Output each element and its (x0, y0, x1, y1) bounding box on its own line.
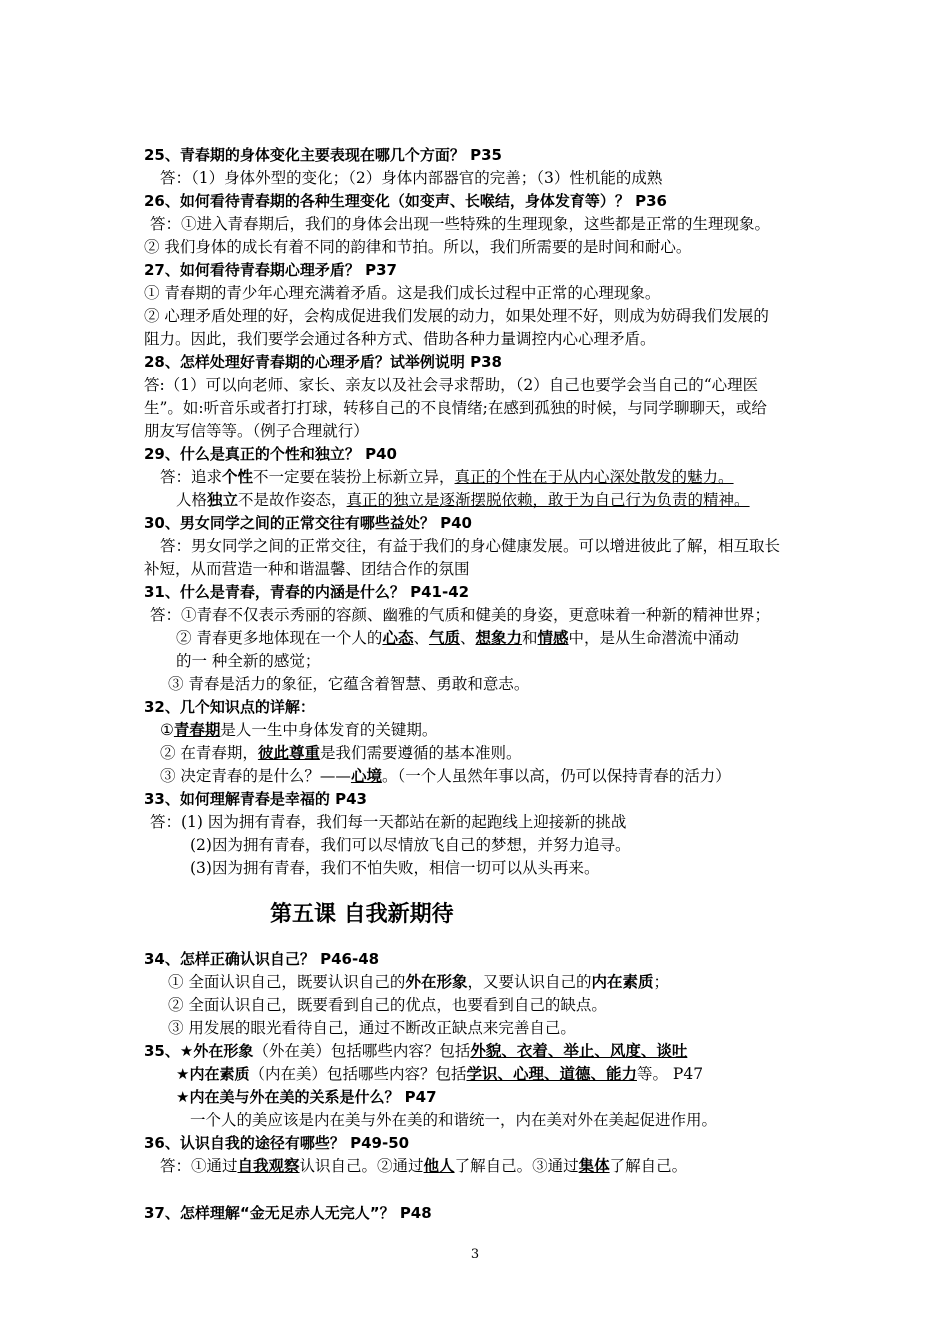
keyword-state-of-mind: 心境 (350, 766, 382, 785)
question-33: 33、如何理解青春是幸福的 P43 (144, 790, 367, 808)
keyword-collective: 集体 (578, 1156, 610, 1175)
answer-34-line1: ① 全面认识自己，既要认识自己的外在形象，又要认识自己的内在素质； (168, 972, 669, 991)
question-29: 29、什么是真正的个性和独立？ P40 (144, 445, 397, 463)
answer-34-line3: ③ 用发展的眼光看待自己，通过不断改正缺点来完善自己。 (168, 1019, 576, 1037)
question-26: 26、如何看待青春期的各种生理变化（如变声、长喉结，身体发育等）？ P36 (144, 192, 667, 210)
question-35-line3: ★内在美与外在美的关系是什么？ P47 (176, 1088, 437, 1106)
answer-34-line2: ② 全面认识自己，既要看到自己的优点，也要看到自己的缺点。 (168, 996, 607, 1014)
answer-30-line2: 补短，从而营造一种和谐温馨、团结合作的氛围 (144, 560, 470, 578)
keyword-temperament: 气质 (428, 628, 460, 647)
question-34: 34、怎样正确认识自己？ P46-48 (144, 950, 380, 968)
answer-28-line1: 答:（1）可以向老师、家长、亲友以及社会寻求帮助，（2）自己也要学会当自己的“心理医 (144, 376, 759, 394)
page-number: 3 (470, 1247, 480, 1262)
lesson-title: 第五课 自我新期待 (270, 902, 454, 927)
answer-27-line1: ① 青春期的青少年心理充满着矛盾。这是我们成长过程中正常的心理现象。 (144, 284, 661, 302)
question-28: 28、怎样处理好青春期的心理矛盾？试举例说明 P38 (144, 353, 502, 371)
keyword-emotion: 情感 (537, 628, 569, 647)
keyword-others: 他人 (423, 1156, 455, 1175)
keyword-mutual-respect: 彼此尊重 (257, 743, 320, 762)
question-36: 36、认识自我的途径有哪些？ P49-50 (144, 1134, 410, 1152)
underlined-phrase: 真正的个性在于从内心深处散发的魅力。 (454, 468, 734, 486)
keyword-independence: 独立 (207, 490, 239, 509)
answer-33-line3: (3)因为拥有青春，我们不怕失败，相信一切可以从头再来。 (190, 859, 600, 877)
question-27: 27、如何看待青春期心理矛盾？ P37 (144, 261, 397, 279)
question-32: 32、几个知识点的详解： (144, 698, 315, 716)
answer-31-line1: 答：①青春不仅表示秀丽的容颜、幽雅的气质和健美的身姿，更意味着一种新的精神世界； (150, 606, 771, 624)
question-25: 25、青春期的身体变化主要表现在哪几个方面？ P35 (144, 146, 502, 164)
question-35-line1: 35、★外在形象（外在美）包括哪些内容？包括外貌、衣着、举止、风度、谈吐 (144, 1041, 688, 1060)
point-32-3: ③ 决定青春的是什么？——心境。（一个人虽然年事以高，仍可以保持青春的活力） (160, 766, 731, 785)
answer-33-line2: (2)因为拥有青春，我们可以尽情放飞自己的梦想，并努力追寻。 (190, 836, 631, 854)
point-32-2: ② 在青春期，彼此尊重是我们需要遵循的基本准则。 (160, 743, 522, 762)
question-30: 30、男女同学之间的正常交往有哪些益处？ P40 (144, 514, 472, 532)
answer-26-line2: ② 我们身体的成长有着不同的韵律和节拍。所以，我们所需要的是时间和耐心。 (144, 238, 692, 256)
point-32-1: ①青春期是人一生中身体发育的关键期。 (160, 720, 438, 739)
keyword-mindset: 心态 (382, 628, 414, 647)
answer-31-line3: 的一 种全新的感觉； (176, 652, 321, 670)
answer-25: 答：（1）身体外型的变化；（2）身体内部器官的完善；（3）性机能的成熟 (160, 169, 663, 187)
answer-33-line1: 答：(1) 因为拥有青春，我们每一天都站在新的起跑线上迎接新的挑战 (150, 813, 627, 831)
answer-35: 一个人的美应该是内在美与外在美的和谐统一，内在美对外在美起促进作用。 (190, 1111, 718, 1129)
keyword-external-items: 外貌、衣着、举止、风度、谈吐 (470, 1041, 688, 1060)
answer-29-line2: 人格独立不是故作姿态，真正的独立是逐渐摆脱依赖，敢于为自己行为负责的精神。 (176, 490, 750, 509)
keyword-external-image: 外在形象 (405, 972, 468, 991)
answer-31-line2: ② 青春更多地体现在一个人的心态、气质、想象力和情感中，是从生命潜流中涌动 (176, 628, 740, 647)
keyword-adolescence: 青春期 (173, 720, 221, 739)
answer-36: 答：①通过自我观察认识自己。②通过他人了解自己。③通过集体了解自己。 (160, 1156, 688, 1175)
answer-30-line1: 答：男女同学之间的正常交往，有益于我们的身心健康发展。可以增进彼此了解，相互取长 (160, 537, 781, 555)
question-35-line2: ★内在素质（内在美）包括哪些内容？包括学识、心理、道德、能力等。 P47 (176, 1064, 704, 1083)
keyword-internal-quality: 内在素质 (591, 972, 654, 991)
answer-27-line2: ② 心理矛盾处理的好，会构成促进我们发展的动力，如果处理不好，则成为妨碍我们发展的 (144, 307, 769, 325)
answer-28-line2: 生”。如:听音乐或者打打球，转移自己的不良情绪;在感到孤独的时候，与同学聊聊天，或给 (144, 399, 767, 417)
question-31: 31、什么是青春，青春的内涵是什么？ P41-42 (144, 583, 470, 601)
answer-26-line1: 答：①进入青春期后，我们的身体会出现一些特殊的生理现象，这些都是正常的生理现象。 (150, 215, 771, 233)
keyword-personality: 个性 (222, 467, 254, 486)
keyword-imagination: 想象力 (475, 628, 523, 647)
answer-28-line3: 朋友写信等等。（例子合理就行） (144, 422, 369, 440)
answer-31-line4: ③ 青春是活力的象征，它蕴含着智慧、勇敢和意志。 (168, 675, 530, 693)
keyword-self-observation: 自我观察 (237, 1156, 300, 1175)
question-37: 37、怎样理解“金无足赤人无完人”？ P48 (144, 1204, 432, 1222)
answer-27-line3: 阻力。因此，我们要学会通过各种方式、借助各种力量调控内心心理矛盾。 (144, 330, 656, 348)
underlined-phrase: 真正的独立是逐渐摆脱依赖，敢于为自己行为负责的精神。 (346, 491, 750, 509)
keyword-internal-items: 学识、心理、道德、能力 (466, 1064, 637, 1083)
answer-29-line1: 答：追求个性不一定要在装扮上标新立异，真正的个性在于从内心深处散发的魅力。 (160, 467, 734, 486)
